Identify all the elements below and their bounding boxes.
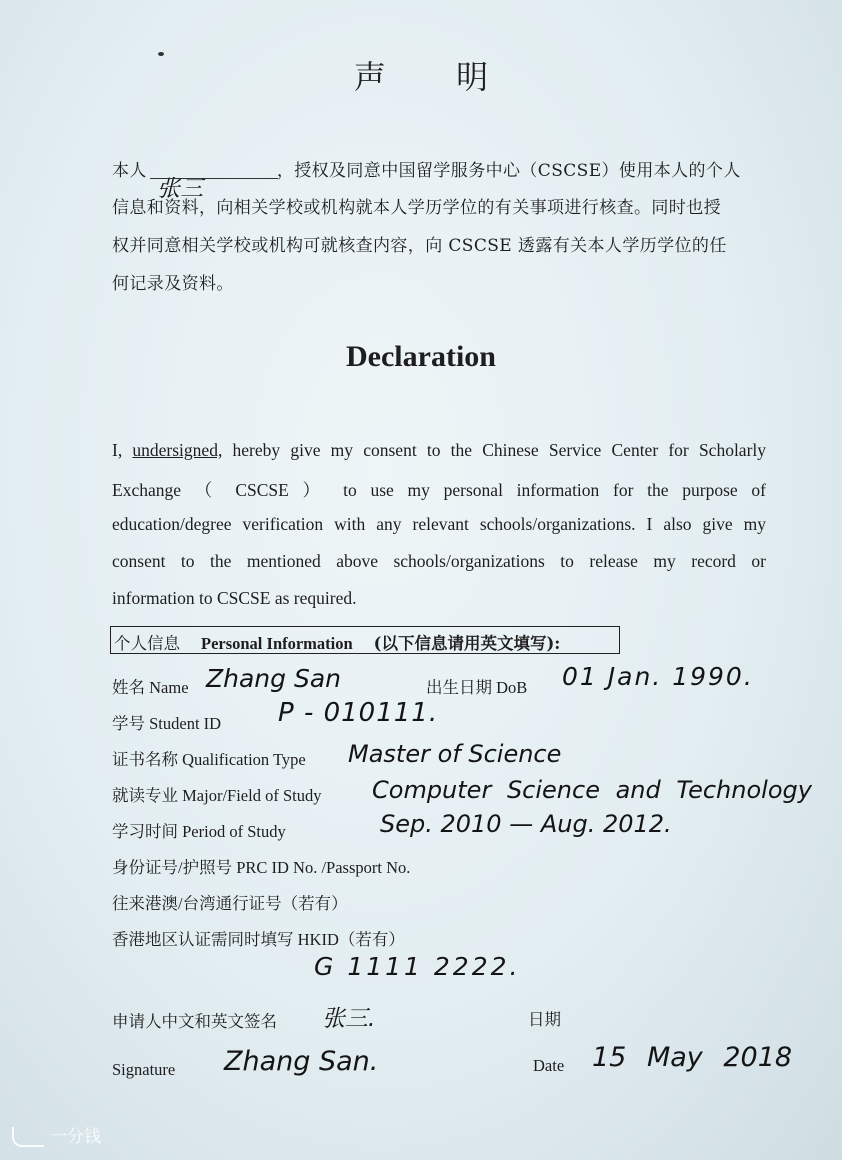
hkid-value: G 1111 2222. — [314, 952, 521, 981]
major-value: Computer Science and Technology — [372, 776, 812, 804]
watermark-text: 一分钱 — [50, 1127, 101, 1147]
date-label: Date — [533, 1056, 565, 1075]
cn-name-underline — [150, 178, 278, 179]
en-paragraph-line-3: education/degree verification with any relevant schools/organizations. I also give my — [112, 514, 766, 534]
cn-name-suffix: ，授权及同意中国留学服务中心（CSCSE）使用本人的个人 — [276, 161, 741, 181]
en-title: Declaration — [346, 340, 496, 373]
header-en: Personal Information — [200, 634, 353, 653]
cn-date-label: 日期 — [528, 1010, 561, 1029]
hk-macau-taiwan-label: 往来港澳/台湾通行证号（若有） — [112, 894, 348, 913]
en-paragraph-line-1 — [112, 440, 766, 461]
en-line1-rest: hereby give my consent to the Chinese Service Center for Scholarly — [232, 440, 767, 460]
cn-name-handwritten: 张三 — [156, 176, 204, 202]
header-note: (以下信息请用英文填写): — [373, 634, 561, 653]
cn-name-prefix: 本人 — [112, 161, 147, 181]
en-paragraph-line-2: Exchange （ CSCSE ） to use my personal information for the purpose of — [112, 480, 766, 500]
period-value: Sep. 2010 — Aug. 2012. — [380, 810, 672, 838]
hkid-label: 香港地区认证需同时填写 HKID（若有） — [112, 930, 405, 949]
period-label: 学习时间 Period of Study — [112, 822, 286, 841]
cn-paragraph-line-3: 权并同意相关学校或机构可就核查内容，向 CSCSE 透露有关本人学历学位的任 — [112, 236, 727, 256]
watermark — [12, 1122, 101, 1147]
qualification-value: Master of Science — [348, 740, 562, 768]
name-label: 姓名 Name — [112, 678, 189, 697]
student-id-label: 学号 Student ID — [112, 714, 222, 733]
qualification-label: 证书名称 Qualification Type — [112, 750, 306, 769]
dob-value: 01 Jan. 1990. — [562, 662, 754, 691]
prc-id-label: 身份证号/护照号 PRC ID No. /Passport No. — [112, 858, 411, 877]
dob-label: 出生日期 DoB — [426, 678, 528, 697]
date-value: 15 May 2018 — [592, 1042, 793, 1073]
en-paragraph-line-4: consent to the mentioned above schools/organizations to release my record or — [112, 551, 766, 571]
cn-signature-value: 张三. — [322, 1006, 376, 1032]
cn-paragraph-line-2: 信息和资料，向相关学校或机构就本人学历学位的有关事项进行核查。同时也授 — [112, 198, 721, 218]
student-id-value: P - 010111. — [278, 698, 439, 728]
en-i: I, — [112, 440, 123, 460]
cn-paragraph-line-4: 何记录及资料。 — [112, 274, 234, 294]
en-paragraph-line-5: information to CSCSE as required. — [112, 588, 357, 608]
name-value: Zhang San — [206, 664, 341, 693]
header-cn: 个人信息 — [114, 634, 180, 653]
cn-title: 声 明 — [353, 58, 519, 96]
signature-value: Zhang San. — [224, 1046, 379, 1077]
en-undersigned: undersigned, — [132, 440, 223, 460]
signature-label: Signature — [112, 1060, 176, 1079]
cn-signature-label: 申请人中文和英文签名 — [112, 1012, 277, 1031]
personal-info-header — [114, 630, 560, 654]
watermark-icon — [12, 1127, 44, 1147]
major-label: 就读专业 Major/Field of Study — [112, 786, 322, 805]
